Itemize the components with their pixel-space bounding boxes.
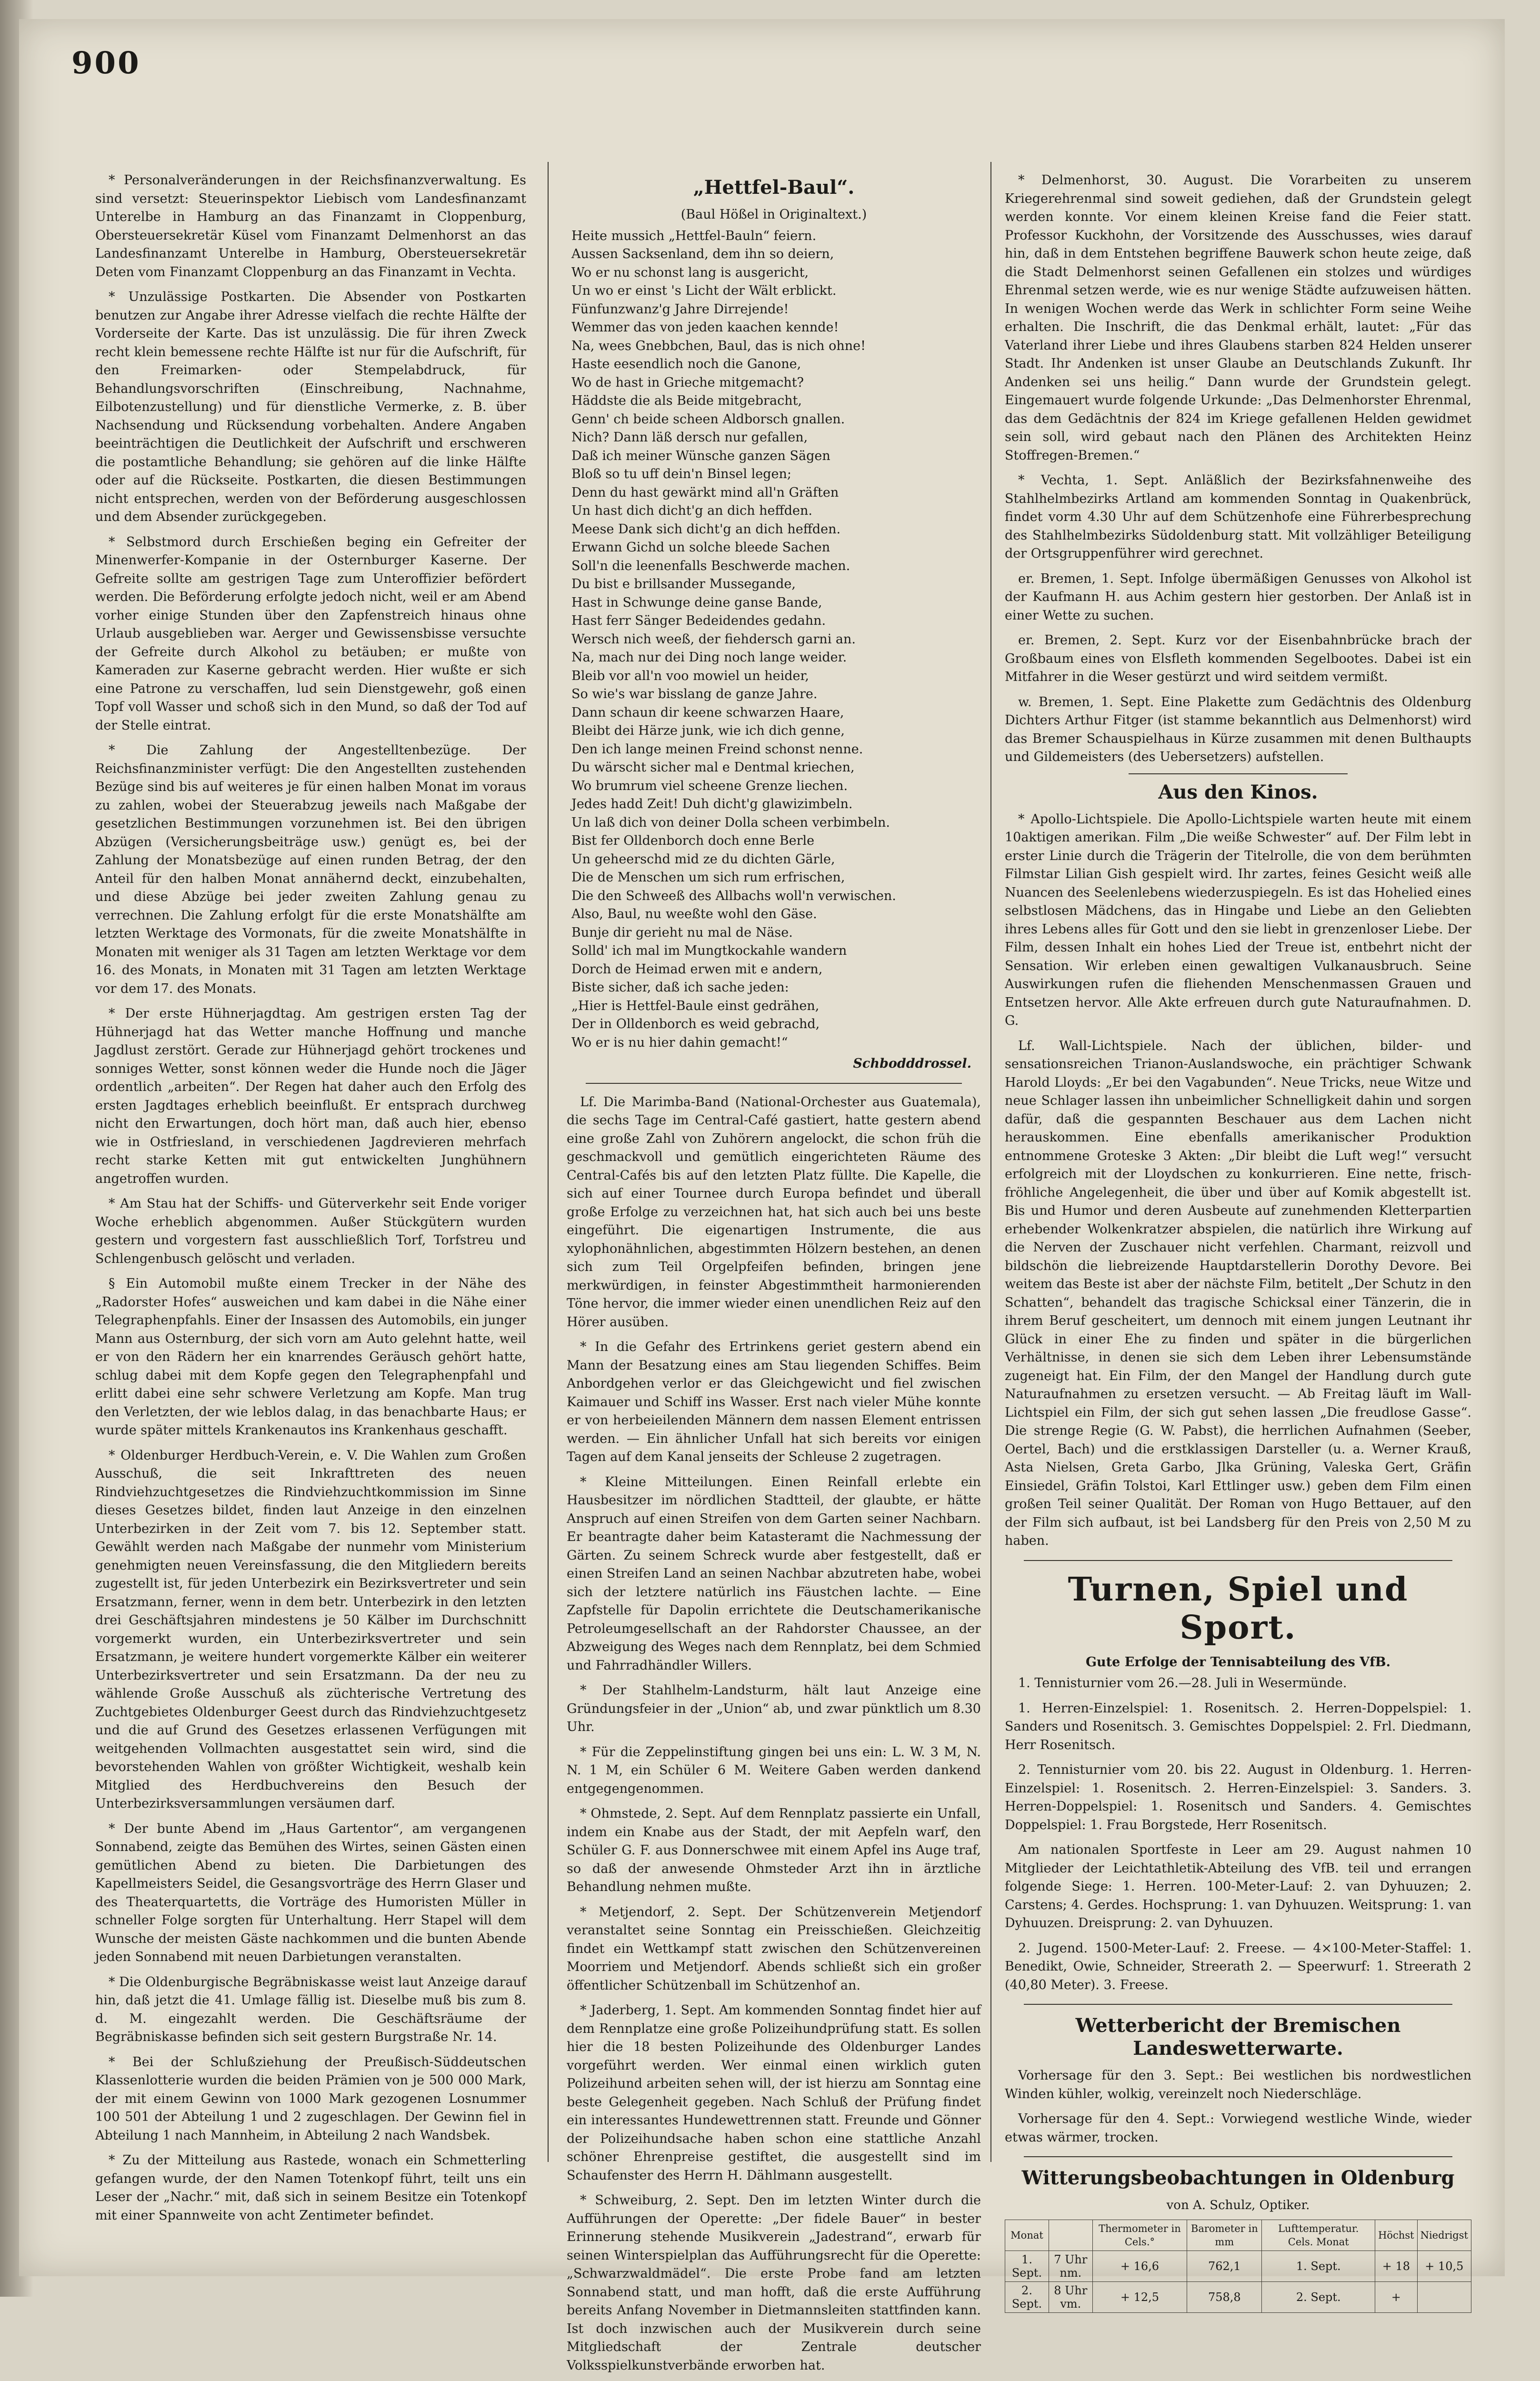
poem-line: Du bist e brillsander Mussegande, <box>571 575 981 594</box>
article: er. Bremen, 2. Sept. Kurz vor der Eisenbahnbrücke brach der Großbaum eines von Elsfleth kommenden Segelbootes. Dabei ist ein Mitfahrer in die Weser gestürzt und wird seitdem vermißt. <box>1005 631 1471 687</box>
weather-title: Wetterbericht der Bremischen Landeswetterwarte. <box>1005 2014 1471 2060</box>
table-header-cell: Niedrigst <box>1417 2220 1471 2251</box>
table-cell: 1. Sept. <box>1262 2251 1375 2281</box>
table-cell: 762,1 <box>1187 2251 1262 2281</box>
article: * Schweiburg, 2. Sept. Den im letzten Winter durch die Aufführungen der Operette: „Der fidele Bauer“ in bester Erinnerung stehende Musikverein „Jadestrand“, erwarb für seinen Winterspielplan das Aufführungsrecht für die Operette: „Schwarzwaldmädel“. Die erste Probe fand am letzten Sonnabend statt, und man hofft, daß die erste Aufführung bereits Anfang November in Dietmannsleiten stattfinden kann. Ist doch inzwischen auch der Musikverein durch seine Mitgliedschaft der Zentrale deutscher Volksspielkunstverbände erworben hat. <box>567 2191 981 2375</box>
poem-line: So wie's war bisslang de ganze Jahre. <box>571 685 981 704</box>
article: * Ohmstede, 2. Sept. Auf dem Rennplatz passierte ein Unfall, indem ein Knabe aus der Stadt, der mit Aepfeln warf, den Schüler G. F. aus Donnerschwee mit einem Apfel ins Auge traf, so daß der anwesende Ohmsteder Arzt ihn in ärztliche Behandlung nehmen mußte. <box>567 1805 981 1897</box>
table-cell: 2. Sept. <box>1262 2281 1375 2312</box>
sport-subtitle: Gute Erfolge der Tennisabteilung des VfB. <box>1005 1653 1471 1672</box>
poem-line: Un wo er einst 's Licht der Wält erblickt. <box>571 282 981 300</box>
article: * Für die Zeppelinstiftung gingen bei uns ein: L. W. 3 M, N. N. 1 M, ein Schüler 6 M. Weitere Gaben werden dankend entgegengenommen. <box>567 1743 981 1799</box>
section-divider <box>586 1083 962 1084</box>
table-row <box>1005 2251 1471 2281</box>
poem-line: Die den Schweeß des Allbachs woll'n verwischen. <box>571 887 981 906</box>
poem-line: Wo er nu schonst lang is ausgericht, <box>571 264 981 282</box>
article: * Zu der Mitteilung aus Rastede, wonach ein Schmetterling gefangen wurde, der den Namen Totenkopf führt, teilt uns ein Leser der „Nachr.“ mit, daß sich in seinem Besitze ein Totenkopf mit einer Spannweite von acht Zentimeter befindet. <box>95 2151 526 2225</box>
table-header-cell: Monat <box>1005 2220 1049 2251</box>
poem-line: Aussen Sacksenland, dem ihn so deiern, <box>571 245 981 264</box>
table-cell <box>1417 2281 1471 2312</box>
poem-line: Un hast dich dicht'g an dich heffden. <box>571 502 981 520</box>
poem-title: „Hettfel-Baul“. <box>567 176 981 199</box>
poem-line: Erwann Gichd un solche bleede Sachen <box>571 539 981 557</box>
article: * Personalveränderungen in der Reichsfinanzverwaltung. Es sind versetzt: Steuerinspektor Liebisch vom Landesfinanzamt Unterelbe in Hamburg an das Finanzamt in Cloppenburg, Obersteuersekretär Küsel vom Finanzamt Delmenhorst an das Landesfinanzamt Unterelbe in Hamburg, Obersteuersekretär Deten vom Finanzamt Cloppenburg an das Finanzamt in Vechta. <box>95 171 526 281</box>
poem-line: „Hier is Hettfel-Baule einst gedrähen, <box>571 997 981 1016</box>
article: * Apollo-Lichtspiele. Die Apollo-Lichtspiele warten heute mit einem 10aktigen amerikan. Film „Die weiße Schwester“ auf. Der Film lebt in erster Linie durch die Trägerin der Titelrolle, die von dem berühmten Filmstar Lilian Gish gespielt wird. Ihr zartes, feines Gesicht weiß alle Nuancen des Seelenlebens wiederzuspiegeln. Es ist das Hohelied eines selbstlosen Mädchens, das in Hingabe und Liebe an den Geliebten ihres Lebens alles für Gott und den sie liebt in grenzenloser Liebe. Der Film, dessen Inhalt ein hohes Lied der Treue ist, entbehrt nicht der Sensation. Wir erleben einen gewaltigen Vulkanausbruch. Seine Auswirkungen rufen die fliehenden Menschenmassen Grauen und Entsetzen hervor. Alle Akte erfreuen durch gute Naturaufnahmen. D. G. <box>1005 810 1471 1030</box>
article: * Delmenhorst, 30. August. Die Vorarbeiten zu unserem Kriegerehrenmal sind soweit gediehen, daß der Grundstein gelegt werden konnte. Vor einem kleinen Kreise fand die Feier statt. Professor Kuckhohn, der Vorsitzende des Ausschusses, wies darauf hin, daß in dem Entstehen begriffene Bauwerk schon heute zeige, daß die Stadt Delmenhorst seinen Gefallenen ein stolzes und würdiges Ehrenmal setzen werde, wie es nur wenige Städte aufzuweisen hätten. In wenigen Wochen werde das Werk in schlichter Form seine Weihe erhalten. Die Inschrift, die das Denkmal erhält, lautet: „Für das Vaterland ihrer Liebe und ihres Glaubens starben 824 Helden unserer Stadt. Ihr Andenken ist unser Glaube an Deutschlands Zukunft. Ihr Andenken sei uns heilig.“ Dann wurde der Grundstein gelegt. Eingemauert wurde folgende Urkunde: „Das Delmenhorster Ehrenmal, das dem Gedächtnis der 824 im Kriege gefallenen Helden gewidmet sein soll, wird gebaut nach den Plänen des Architekten Heinz Stoffregen-Bremen.“ <box>1005 171 1471 465</box>
poem-line: Hast in Schwunge deine ganse Bande, <box>571 594 981 612</box>
observations-author: von A. Schulz, Optiker. <box>1005 2196 1471 2215</box>
poem-line: Wo er is nu hier dahin gemacht!“ <box>571 1034 981 1052</box>
poem-line: Heite mussich „Hettfel-Bauln“ feiern. <box>571 227 981 246</box>
table-cell: 7 Uhr nm. <box>1049 2251 1093 2281</box>
article: Lf. Die Marimba-Band (National-Orchester aus Guatemala), die sechs Tage im Central-Café gastiert, hatte gestern abend eine große Zahl von Zuhörern angelockt, die schon früh die geschmackvoll und gemütlich eingerichteten Räume des Central-Cafés bis auf den letzten Platz füllte. Die Kapelle, die sich auf einer Tournee durch Europa befindet und überall große Erfolge zu verzeichnen hat, hat sich auch bei uns beste eingeführt. Die eigenartigen Instrumente, die aus xylophonähnlichen, abgestimmten Hölzern bestehen, an denen sich zum Teil Orgelpfeifen befinden, bringen jene merkwürdigen, in feinster Abgestimmtheit harmonierenden Töne hervor, die immer wieder einen unendlichen Reiz auf den Hörer ausüben. <box>567 1093 981 1332</box>
forecast-line: Vorhersage für den 4. Sept.: Vorwiegend westliche Winde, wieder etwas wärmer, trocken. <box>1005 2110 1471 2147</box>
sport-line: Am nationalen Sportfeste in Leer am 29. August nahmen 10 Mitglieder der Leichtathletik-Abteilung des VfB. teil und errangen folgende Siege: 1. Herren. 100-Meter-Lauf: 2. van Dyhuuzen; 2. Carstens; 4. Gerdes. Hochsprung: 1. van Dyhuuzen. Weitsprung: 1. van Dyhuuzen. Dreisprung: 2. van Dyhuuzen. <box>1005 1841 1471 1933</box>
poem-line: Denn du hast gewärkt mind all'n Gräften <box>571 484 981 502</box>
sport-results <box>1005 1674 1471 1994</box>
article: * Unzulässige Postkarten. Die Absender von Postkarten benutzen zur Angabe ihrer Adresse vielfach die rechte Hälfte der Vorderseite der Karte. Das ist unzulässig. Die für ihren Zweck recht klein bemessene rechte Hälfte ist nur für die Aufschrift, für den Freimarken- oder Stempelabdruck, für Behandlungsvorschriften (Einschreibung, Nachnahme, Eilbotenzustellung) und für dienstliche Vermerke, z. B. über Nachsendung und Rücksendung vorbehalten. Andere Angaben beeinträchtigen die Deutlichkeit der Aufschrift und erschweren die postamtliche Behandlung; sie gehören auf die linke Hälfte oder auf die Rückseite. Postkarten, die diesen Bestimmungen nicht entsprechen, werden von der Beförderung ausgeschlossen und dem Absender zurückgegeben. <box>95 288 526 527</box>
table-header-cell: Lufttemperatur. Cels. Monat <box>1262 2220 1375 2251</box>
kinos-title: Aus den Kinos. <box>1005 781 1471 804</box>
poem-line: Bleib vor all'n voo mowiel un heider, <box>571 667 981 686</box>
poem-line: Dann schaun dir keene schwarzen Haare, <box>571 704 981 722</box>
poem-line: Wo brumrum viel scheene Grenze liechen. <box>571 777 981 796</box>
article: * Metjendorf, 2. Sept. Der Schützenverein Metjendorf veranstaltet seine Sonntag ein Preisschießen. Gleichzeitig findet ein Wettkampf statt zwischen den Schützenvereinen Moorriem und Metjendorf. Abends schließt sich ein großer öffentlicher Schützenball im Schützenhof an. <box>567 1903 981 1995</box>
section-divider <box>1024 1560 1452 1561</box>
table-header-cell: Höchst <box>1375 2220 1417 2251</box>
poem-line: Un geheerschd mid ze du dichten Gärle, <box>571 850 981 869</box>
article: Lf. Wall-Lichtspiele. Nach der üblichen, bilder- und sensationsreichen Trianon-Auslandswoche, ein prächtiger Schwank Harold Lloyds: „Er bei den Vagabunden“. Neue Tricks, neue Witze und neue Schlager lassen ihn unbeimlicher Schnelligkeit dahin und sorgen dafür, daß die gespannten Beschauer aus dem Lachen nicht herauskommen. Eine ebenfalls amerikanischer Produktion entnommene Groteske 3 Akten: „Dir bleibt die Luft weg!“ versucht erfolgreich mit der Lloydschen zu konkurrieren. Eine nette, frisch-fröhliche Angelegenheit, die über und über auf Komik abgestellt ist. Bis und Humor und deren Ausbeute auf zunehmenden Kletterpartien erhebender Wolkenkratzer abspielen, die natürlich ihre Wirkung auf die Nerven der Zuschauer nicht verfehlen. Charmant, reizvoll und bildschön die liebreizende Hauptdarstellerin Dorothy Devore. Bei weitem das Beste ist aber der nächste Film, betitelt „Der Schutz in den Schatten“, behandelt das tragische Schicksal einer Tänzerin, die in ihrem Beruf gescheitert, um dennoch mit einem jungen Leutnant ihr Glück in einer Ehe zu finden und später in die bürgerlichen Verhältnisse, in denen sie sich dem Leben ihrer Lebensumstände zugeneigt hat. Ein Film, der den Mangel der Handlung durch gute Naturaufnahmen zu ersetzen versucht. — Ab Freitag läuft im Wall-Lichtspiel ein Film, der sich gut sehen lassen „Die freudlose Gasse“. Die strenge Regie (G. W. Pabst), die herrlichen Aufnahmen (Seeber, Oertel, Bach) und die erstklassigen Darsteller (u. a. Werner Krauß, Asta Nielsen, Greta Garbo, Jlka Grüning, Valeska Gert, Gräfin Einsiedel, Gräfin Tolstoi, Karl Ettlinger usw.) geben dem Film einen großen Teil seiner Qualität. Der Roman von Hugo Bettauer, auf den der Film sich aufbaut, ist bei Landsberg für den Preis von 2,50 M zu haben. <box>1005 1037 1471 1551</box>
table-cell: + 10,5 <box>1417 2251 1471 2281</box>
table-cell: 758,8 <box>1187 2281 1262 2312</box>
poem-line: Also, Baul, nu weeßte wohl den Gäse. <box>571 905 981 924</box>
table-header-cell: Thermometer in Cels.° <box>1092 2220 1187 2251</box>
poem-line: Genn' ch beide scheen Aldborsch gnallen. <box>571 410 981 429</box>
page-number: 900 <box>71 45 141 81</box>
sport-line: 1. Tennisturnier vom 26.—28. Juli in Wesermünde. <box>1005 1674 1471 1693</box>
poem-line: Wemmer das von jeden kaachen kennde! <box>571 319 981 337</box>
poem-line: Meese Dank sich dicht'g an dich heffden. <box>571 520 981 539</box>
poem-line: Nich? Dann läß dersch nur gefallen, <box>571 429 981 447</box>
column-rule-1 <box>548 162 549 2162</box>
table-cell: + 18 <box>1375 2251 1417 2281</box>
poem-line: Die de Menschen um sich rum erfrischen, <box>571 869 981 887</box>
section-divider <box>1024 2156 1452 2157</box>
column-middle <box>567 171 981 2381</box>
observations-table <box>1005 2220 1471 2313</box>
table-header-cell: Barometer in mm <box>1187 2220 1262 2251</box>
poem-line: Haste eesendlich noch die Ganone, <box>571 355 981 374</box>
article: w. Bremen, 1. Sept. Eine Plakette zum Gedächtnis des Oldenburg Dichters Arthur Fitger (ist stamme bekanntlich aus Delmenhorst) wird das Bremer Schauspielhaus in Kürze zusammen mit denen Bulthaupts und Gildemeisters (des Uebersetzers) aufstellen. <box>1005 693 1471 767</box>
poem-line: Wo de hast in Grieche mitgemacht? <box>571 374 981 392</box>
article: * Die Zahlung der Angestelltenbezüge. Der Reichsfinanzminister verfügt: Die den Angestellten zustehenden Bezüge sind bis auf weiteres je für einen halben Monat im voraus zu zahlen, wobei der Steuerabzug jeweils nach Maßgabe der gesetzlichen Bestimmungen vorzunehmen ist. Bei den übrigen Abzügen (Versicherungsbeiträge usw.) genügt es, bei der Zahlung der Monatsbezüge auf einen runden Betrag, der den Anteil für den halben Monat annähernd deckt, einzubehalten, und diese Abzüge bei jeder zweiten Zahlung genau zu verrechnen. Die Zahlung erfolgt für die erste Monatshälfte am letzten Werktage des Vormonats, für die zweite Monatshälfte in Monaten mit weniger als 31 Tagen am letzten Werktage vor dem 16. des Monats, in Monaten mit 31 Tagen am letzten Werktage vor dem 17. des Monats. <box>95 741 526 998</box>
poem-line: Bloß so tu uff dein'n Binsel legen; <box>571 465 981 484</box>
poem-line: Den ich lange meinen Freind schonst nenne. <box>571 740 981 759</box>
poem-signature: Schbodddrossel. <box>567 1055 971 1073</box>
poem-line: Dorch de Heimad erwen mit e andern, <box>571 960 981 979</box>
table-header-row <box>1005 2220 1471 2251</box>
poem-subtitle: (Baul Hößel in Originaltext.) <box>567 206 981 224</box>
article: * Selbstmord durch Erschießen beging ein Gefreiter der Minenwerfer-Kompanie in der Osternburger Kaserne. Der Gefreite sollte am gestrigen Tage zum Unteroffizier befördert werden. Die Beförderung erfolgte jedoch nicht, weil er am Abend vorher einige Stunden über den Zapfenstreich hinaus ohne Urlaub ausgeblieben war. Aerger und Gewissensbisse versuchte der Gefreite durch Alkohol zu betäuben; er mußte von Kameraden zur Kaserne gebracht werden. Hier wußte er sich eine Patrone zu verschaffen, lud sein Dienstgewehr, goß einen Topf voll Wasser und schoß sich in den Mund, so daß der Tod auf der Stelle eintrat. <box>95 533 526 735</box>
article: * Der erste Hühnerjagdtag. Am gestrigen ersten Tag der Hühnerjagd hat das Wetter manche Hoffnung und manche Jagdlust zerstört. Gerade zur Hühnerjagd gehört trockenes und sonniges Wetter, sonst können weder die Hunde noch die Jäger ordentlich „arbeiten“. Der Regen hat daher auch den Erfolg des ersten Jagdtages erheblich beeinflußt. Er entsprach durchweg nicht den Erwartungen, doch hört man, daß auch hier, ebenso wie in Ostfriesland, in verschiedenen Jagdrevieren mehrfach recht starke Ketten mit gut entwickelten Junghühnern angetroffen wurden. <box>95 1005 526 1188</box>
poem-line: Bunje dir gerieht nu mal de Näse. <box>571 924 981 942</box>
article: * Bei der Schlußziehung der Preußisch-Süddeutschen Klassenlotterie wurden die beiden Prämien von je 500 000 Mark, der mit einem Gewinn von 1000 Mark gezogenen Losnummer 100 501 der Abteilung 1 und 2 zugeschlagen. Der Gewinn fiel in Abteilung 1 nach Mannheim, in Abteilung 2 nach Wandsbek. <box>95 2053 526 2145</box>
article: * Kleine Mitteilungen. Einen Reinfall erlebte ein Hausbesitzer im nördlichen Stadtteil, der glaubte, er hätte Anspruch auf einen Streifen von dem Garten seiner Nachbarn. Er beantragte daher beim Katasteramt die Nachmessung der Gärten. Zu seinem Schreck wurde aber festgestellt, daß er einen Streifen Land an seinen Nachbar abzutreten habe, wobei sich der letztere natürlich ins Fäustchen lachte. — Eine Zapfstelle für Dapolin errichtete die Deutschamerikanische Petroleumgesellschaft an der Rahdorster Chaussee, an der Abzweigung des Weges nach dem Rennplatz, bei dem Schmied und Fahrradhändler Willers. <box>567 1473 981 1675</box>
table-body <box>1005 2251 1471 2312</box>
poem-line: Häddste die als Beide mitgebracht, <box>571 392 981 410</box>
article: * Die Oldenburgische Begräbniskasse weist laut Anzeige darauf hin, daß jetzt die 41. Umlage fällig ist. Dieselbe muß bis zum 8. d. M. eingezahlt werden. Die Geschäftsräume der Begräbniskasse befinden sich seit gestern Burgstraße Nr. 14. <box>95 1973 526 2047</box>
poem-line: Solld' ich mal im Mungtkockahle wandern <box>571 942 981 960</box>
poem-line: Na, mach nur dei Ding noch lange weider. <box>571 649 981 667</box>
table-cell: 2. Sept. <box>1005 2281 1049 2312</box>
sport-title: Turnen, Spiel und Sport. <box>1005 1571 1471 1647</box>
article: * In die Gefahr des Ertrinkens geriet gestern abend ein Mann der Besatzung eines am Stau liegenden Schiffes. Beim Anbordgehen verlor er das Gleichgewicht und fiel zwischen Kaimauer und Schiff ins Wasser. Erst nach vieler Mühe konnte er von herbeieilenden Männern dem nassen Element entrissen werden. — Ein ähnlicher Unfall hat sich bereits vor einigen Tagen auf dem Kanal jenseits der Schleuse 2 zugetragen. <box>567 1338 981 1467</box>
table-header-cell <box>1049 2220 1093 2251</box>
table-row <box>1005 2281 1471 2312</box>
poem-line: Daß ich meiner Wünsche ganzen Sägen <box>571 447 981 466</box>
table-cell: + <box>1375 2281 1417 2312</box>
sport-line: 2. Tennisturnier vom 20. bis 22. August in Oldenburg. 1. Herren-Einzelspiel: 1. Rosenitsch. 2. Herren-Einzelspiel: 3. Sanders. 3. Herren-Doppelspiel: 1. Rosenitsch und Sanders. 4. Gemischtes Doppelspiel: 1. Frau Borgstede, Herr Rosenitsch. <box>1005 1761 1471 1834</box>
article: * Oldenburger Herdbuch-Verein, e. V. Die Wahlen zum Großen Ausschuß, die seit Inkrafttreten des neuen Rindviehzuchtgesetzes die Rindviehzuchtkommission im Sinne dieses Gesetzes bildet, finden laut Anzeige in den einzelnen Unterbezirken in der Zeit vom 7. bis 12. September statt. Gewählt werden nach Maßgabe der nunmehr vom Ministerium genehmigten neuen Vereinsfassung, die den Mitgliedern bereits zugestellt ist, für jeden Unterbezirk ein Bezirksvertreter und sein Ersatzmann, ferner, wenn in dem betr. Unterbezirk in den letzten drei Geschäftsjahren mindestens je 50 Kälber im Durchschnitt vorgemerkt wurden, ein Unterbezirksvertreter und sein Ersatzmann, je weitere hundert vorgemerkte Kälber ein weiterer Unterbezirksvertreter und sein Ersatzmann. Da der neu zu wählende Große Ausschuß als züchterische Vertretung des Zuchtgebietes Oldenburger Geest durch das Rindviehzuchtgesetz und die auf Grund des Gesetzes erlassenen Verfügungen mit weitgehenden Vollmachten ausgestattet sein wird, sind die bevorstehenden Wahlen von größter Wichtigkeit, weshalb kein Mitglied des Herdbuchvereins den Besuch der Unterbezirksversammlungen versäumen darf. <box>95 1447 526 1813</box>
observations-title: Witterungsbeobachtungen in Oldenburg <box>1005 2167 1471 2190</box>
poem-line: Hast ferr Sänger Bedeidendes gedahn. <box>571 612 981 630</box>
table-cell: + 12,5 <box>1092 2281 1187 2312</box>
article: * Der bunte Abend im „Haus Gartentor“, am vergangenen Sonnabend, zeigte das Bemühen des Wirtes, seinen Gästen einen gemütlichen Abend zu bieten. Die Darbietungen des Kapellmeisters Seidel, die Gesangsvorträge des Herrn Glaser und des Theaterquartetts, die Vorträge des Humoristen Müller in schneller Folge sorgten für Unterhaltung. Herr Stapel will dem Wunsche der meisten Gäste nachkommen und die bunten Abende jeden Sonnabend mit neuen Darbietungen veranstalten. <box>95 1820 526 1967</box>
article: * Vechta, 1. Sept. Anläßlich der Bezirksfahnenweihe des Stahlhelmbezirks Artland am kommenden Sonntag in Quakenbrück, findet vorm 4.30 Uhr auf dem Schützenhofe eine Führerbesprechung des Stahlhelmbezirks Südoldenburg statt. Mit vollzähliger Beteiligung der Ortsgruppenführer wird gerechnet. <box>1005 471 1471 563</box>
article: * Am Stau hat der Schiffs- und Güterverkehr seit Ende voriger Woche erheblich abgenommen. Außer Stückgütern wurden gestern und vorgestern fast ausschließlich Torf, Torfstreu und Schlengenbusch gelöscht und verladen. <box>95 1195 526 1268</box>
sport-line: 2. Jugend. 1500-Meter-Lauf: 2. Freese. — 4×100-Meter-Staffel: 1. Benedikt, Owie, Schneider, Streerath 2. — Speerwurf: 1. Streerath 2 (40,80 Meter). 3. Freese. <box>1005 1940 1471 1995</box>
column-right <box>1005 171 1471 2313</box>
article: § Ein Automobil mußte einem Trecker in der Nähe des „Radorster Hofes“ ausweichen und kam dabei in die Nähe einer Telegraphenpfahls. Einer der Insassen des Automobils, ein junger Mann aus Osternburg, der sich vorn am Auto gelehnt hatte, weil er von den Rädern her ein knarrendes Geräusch gehört hatte, schlug dabei mit dem Kopfe gegen den Telegraphenpfahl und erlitt dabei eine sehr schwere Verletzung am Kopfe. Man trug den Verletzten, der wie leblos dalag, in das benachbarte Haus; er wurde später mittels Krankenautos ins Krankenhaus geschafft. <box>95 1275 526 1440</box>
article: * Der Stahlhelm-Landsturm, hält laut Anzeige eine Gründungsfeier in der „Union“ ab, und zwar pünktlich um 8.30 Uhr. <box>567 1681 981 1737</box>
table-cell: + 16,6 <box>1092 2251 1187 2281</box>
poem-line: Der in Olldenborch es weid gebrachd, <box>571 1015 981 1034</box>
poem-line: Un laß dich von deiner Dolla scheen verbimbeln. <box>571 814 981 832</box>
sport-line: 1. Herren-Einzelspiel: 1. Rosenitsch. 2. Herren-Doppelspiel: 1. Sanders und Rosenitsch. 3. Gemischtes Doppelspiel: 2. Frl. Diedmann, Herr Rosenitsch. <box>1005 1700 1471 1755</box>
table-cell: 8 Uhr vm. <box>1049 2281 1093 2312</box>
poem-line: Wersch nich weeß, der fiehdersch garni an. <box>571 630 981 649</box>
table-cell: 1. Sept. <box>1005 2251 1049 2281</box>
article: er. Bremen, 1. Sept. Infolge übermäßigen Genusses von Alkohol ist der Kaufmann H. aus Achim gestern hier gestorben. Der Anlaß ist in einer Wette zu suchen. <box>1005 570 1471 625</box>
poem-line: Jedes hadd Zeit! Duh dicht'g glawizimbeln. <box>571 795 981 814</box>
right-articles <box>1005 171 1471 767</box>
poem-line: Fünfunzwanz'g Jahre Dirrejende! <box>571 300 981 319</box>
poem-line: Na, wees Gnebbchen, Baul, das is nich ohne! <box>571 337 981 356</box>
section-divider <box>1129 773 1348 774</box>
kinos-articles <box>1005 810 1471 1551</box>
poem-line: Soll'n die leenenfalls Beschwerde machen. <box>571 557 981 576</box>
article: * Jaderberg, 1. Sept. Am kommenden Sonntag findet hier auf dem Rennplatze eine große Polizeihundprüfung statt. Es sollen hier die 18 besten Polizeihunde des Oldenburger Landes vorgeführt werden. Wer einmal einen wirklich guten Polizeihund arbeiten sehen will, der ist hierzu am Sonntag eine beste Gelegenheit gegeben. Nach Schluß der Prüfung findet ein interessantes Hundewettrennen statt. Freunde und Gönner der Polizeihundsache haben schon eine stattliche Anzahl schöner Ehrenpreise gestiftet, die ausgestellt sind im Schaufenster des Herrn H. Dählmann ausgestellt. <box>567 2001 981 2185</box>
middle-articles <box>567 1093 981 2381</box>
weather-forecast <box>1005 2067 1471 2147</box>
poem-line: Bleibt dei Härze junk, wie ich dich genne, <box>571 722 981 740</box>
column-left <box>95 171 526 2231</box>
column-rule-2 <box>990 162 991 2162</box>
poem-line: Biste sicher, daß ich sache jeden: <box>571 979 981 997</box>
poem-line: Du wärscht sicher mal e Dentmal kriechen, <box>571 759 981 777</box>
forecast-line: Vorhersage für den 3. Sept.: Bei westlichen bis nordwestlichen Winden kühler, wolkig, vereinzelt noch Niederschläge. <box>1005 2067 1471 2103</box>
section-divider <box>1024 2004 1452 2005</box>
poem <box>567 227 981 1052</box>
poem-line: Bist fer Olldenborch doch enne Berle <box>571 832 981 850</box>
